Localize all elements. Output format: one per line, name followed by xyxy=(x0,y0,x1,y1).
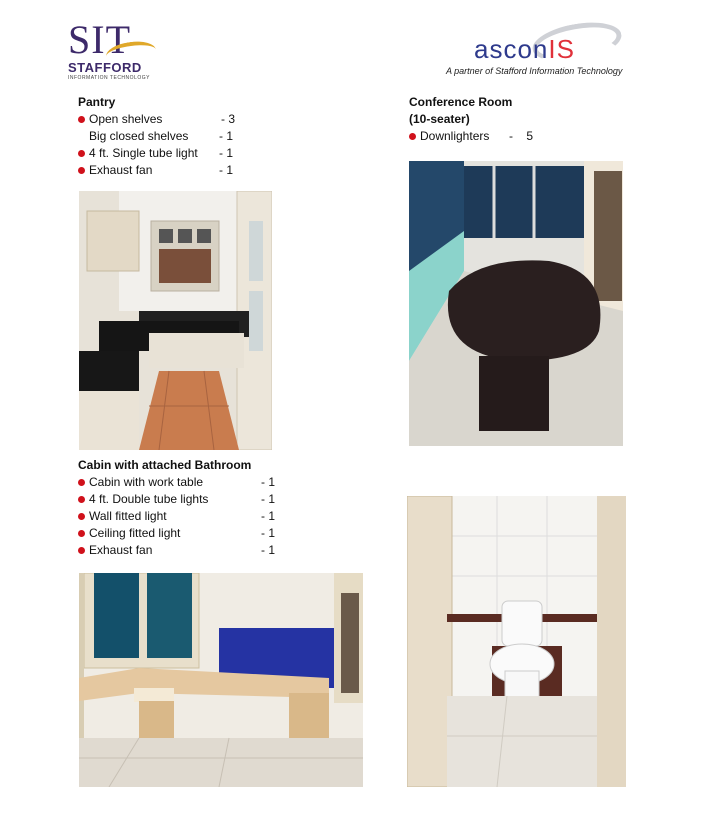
cabin-list xyxy=(78,474,288,560)
conference-room-photo xyxy=(409,161,623,446)
list-item xyxy=(78,128,234,145)
item-label: 4 ft. Double tube lights xyxy=(89,492,209,506)
bullet-icon xyxy=(78,150,85,157)
list-item xyxy=(78,542,276,559)
asconis-logo xyxy=(474,24,624,64)
bathroom-photo xyxy=(407,496,626,787)
item-qty: - 1 xyxy=(261,526,276,540)
conference-heading: Conference Room xyxy=(409,95,513,109)
asconis-tagline: A partner of Stafford Information Technology xyxy=(446,66,623,76)
bullet-icon xyxy=(78,513,85,520)
list-item xyxy=(78,162,234,179)
sit-logo-name: STAFFORD xyxy=(68,60,142,75)
asconis-wordmark-accent: IS xyxy=(548,34,575,64)
item-qty: - 1 xyxy=(219,163,234,177)
bullet-icon xyxy=(78,479,85,486)
sit-logo-subtitle: INFORMATION TECHNOLOGY xyxy=(68,75,150,81)
asconis-wordmark xyxy=(474,34,575,65)
sit-stafford-logo xyxy=(66,17,156,81)
bullet-icon xyxy=(78,530,85,537)
item-label: Ceiling fitted light xyxy=(89,526,181,540)
item-qty: - 5 xyxy=(509,129,534,143)
item-label: Cabin with work table xyxy=(89,475,204,489)
asconis-wordmark-main: ascon xyxy=(474,34,549,64)
item-qty: - 1 xyxy=(261,475,276,489)
pantry-photo xyxy=(79,191,272,450)
pantry-heading: Pantry xyxy=(78,95,116,109)
list-item xyxy=(78,508,276,525)
list-item xyxy=(409,128,534,145)
pantry-list xyxy=(78,111,278,181)
sit-logo-letters: SIT xyxy=(68,17,131,62)
bullet-icon xyxy=(78,496,85,503)
cabin-photo xyxy=(79,573,363,787)
item-label: 4 ft. Single tube light xyxy=(89,146,198,160)
bullet-icon xyxy=(409,133,416,140)
conference-list xyxy=(409,128,609,146)
item-qty: - 1 xyxy=(219,146,234,160)
item-label: Open shelves xyxy=(89,112,163,126)
cabin-heading: Cabin with attached Bathroom xyxy=(78,458,252,472)
list-item xyxy=(78,145,234,162)
list-item xyxy=(78,474,276,491)
item-label: Big closed shelves xyxy=(89,129,189,143)
list-item xyxy=(78,111,236,128)
item-label: Exhaust fan xyxy=(89,543,153,557)
list-item xyxy=(78,491,276,508)
item-qty: - 1 xyxy=(261,492,276,506)
item-qty: - 3 xyxy=(221,112,236,126)
item-qty: - 1 xyxy=(261,543,276,557)
item-label: Exhaust fan xyxy=(89,163,153,177)
item-qty: - 1 xyxy=(261,509,276,523)
bullet-icon xyxy=(78,116,85,123)
bullet-icon xyxy=(78,547,85,554)
item-label: Wall fitted light xyxy=(89,509,167,523)
item-label: Downlighters xyxy=(420,129,490,143)
item-qty: - 1 xyxy=(219,129,234,143)
list-item xyxy=(78,525,276,542)
conference-subheading: (10-seater) xyxy=(409,112,470,126)
bullet-icon xyxy=(78,167,85,174)
